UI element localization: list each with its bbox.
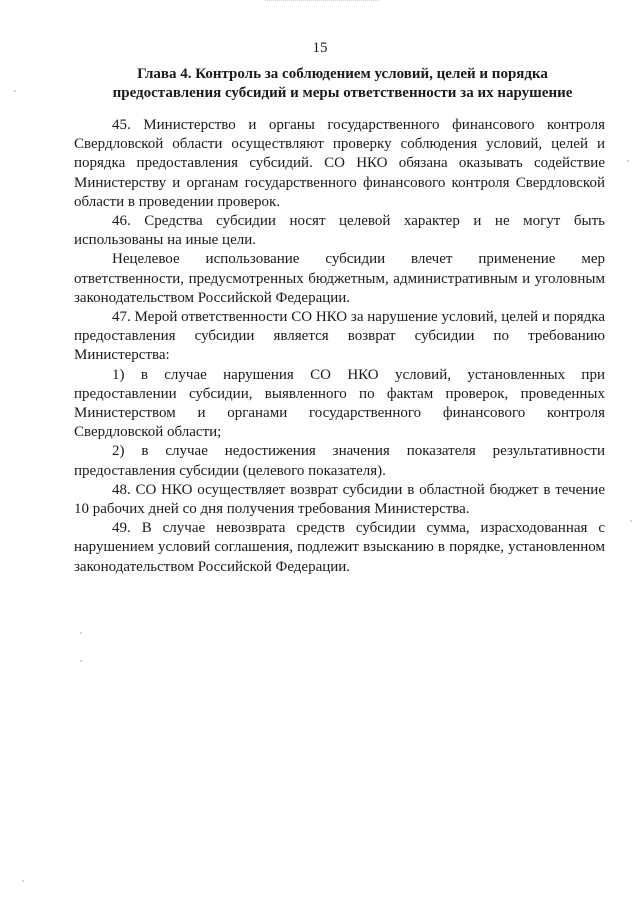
paragraph-48: 48. СО НКО осуществляет возврат субсидии в областной бюджет в течение 10 рабочих дней со дня получения требования Министерства. [74, 481, 605, 518]
scan-speck [80, 632, 82, 634]
paragraph-46-continuation: Нецелевое использование субсидии влечет применение мер ответственности, предусмотренных бюджетным, административным и уголовным законодательством Российской Федерации. [74, 251, 605, 306]
paragraph-49: 49. В случае невозврата средств субсидии сумма, израсходованная с нарушением условий соглашения, подлежит взысканию в порядке, установленном законодательством Российской Федерации. [74, 520, 605, 575]
scan-speck [630, 520, 632, 522]
paragraph-47: 47. Мерой ответственности СО НКО за нарушение условий, целей и порядка предоставления субсидии является возврат субсидии по требованию Министерства: [74, 309, 605, 364]
scan-speck [80, 660, 82, 662]
paragraph-47-item-2: 2) в случае недостижения значения показателя результативности предоставления субсидии (целевого показателя). [74, 443, 605, 479]
scan-artifact [265, 0, 380, 5]
paragraph-45: 45. Министерство и органы государственного финансового контроля Свердловской области осуществляют проверку соблюдения условий, целей и порядка предоставления субсидий. СО НКО обязана оказывать содействие Министерству и органам государственного финансового контроля Свердловской области в проведении проверок. [74, 117, 605, 210]
chapter-heading-line-1: Глава 4. Контроль за соблюдением условий, целей и порядка [137, 66, 548, 82]
chapter-heading [95, 65, 590, 103]
scan-speck [14, 90, 16, 92]
document-body [74, 116, 605, 577]
paragraph-46: 46. Средства субсидии носят целевой характер и не могут быть использованы на иные цели. [74, 213, 605, 249]
paragraph-47-item-1: 1) в случае нарушения СО НКО условий, установленных при предоставлении субсидии, выявленного по фактам проверок, проведенных Министерством и органами государственного финансового контроля Свердловской области; [74, 366, 605, 441]
page-number: 15 [312, 40, 328, 56]
chapter-heading-line-2: предоставления субсидий и меры ответственности за их нарушение [112, 85, 573, 101]
scan-speck [22, 880, 24, 882]
scan-speck [627, 160, 629, 162]
